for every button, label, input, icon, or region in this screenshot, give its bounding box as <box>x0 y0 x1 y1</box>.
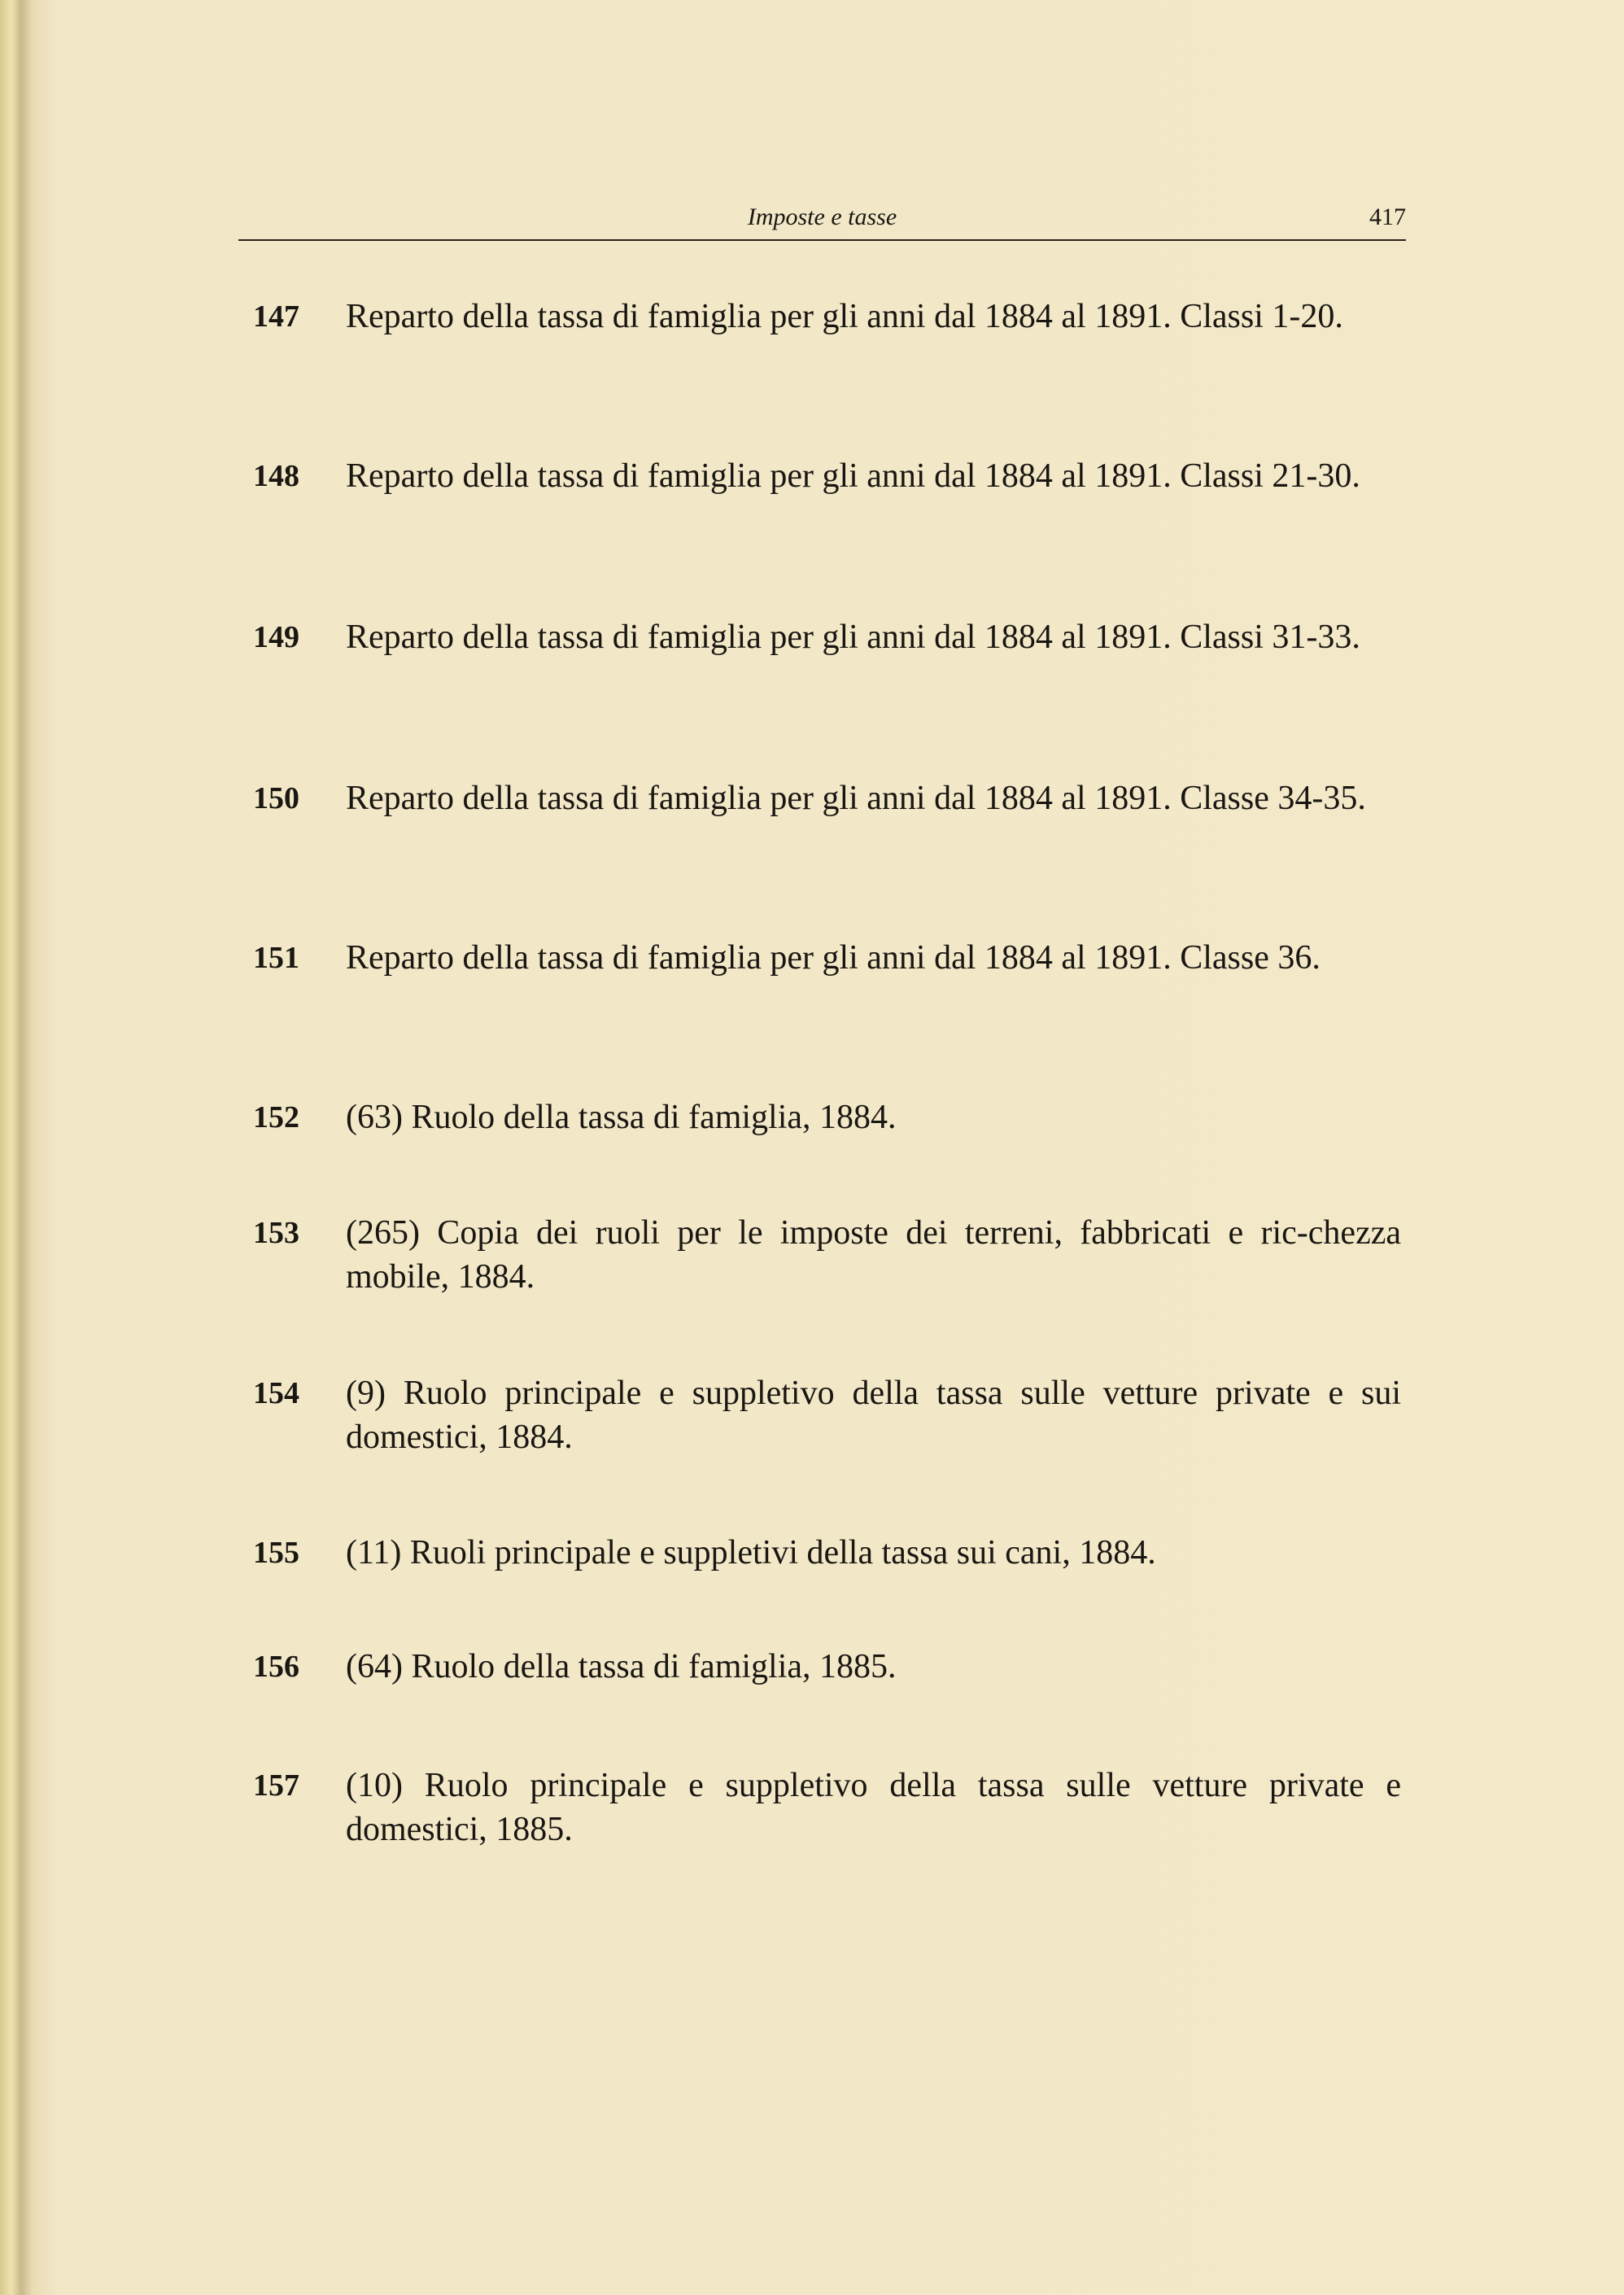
entry-number: 148 <box>253 459 299 493</box>
entry-text: (64) Ruolo della tassa di famiglia, 1885. <box>346 1648 897 1685</box>
list-item <box>253 1531 1401 1575</box>
entry-number: 157 <box>253 1768 299 1803</box>
running-title: Imposte e tasse <box>747 203 897 230</box>
entry-text: (9) Ruolo principale e suppletivo della tassa sulle vetture private e sui domestici, 1884. <box>346 1375 1401 1456</box>
list-item <box>253 295 1401 339</box>
entry-number: 150 <box>253 781 299 815</box>
page-number: 417 <box>1369 203 1406 230</box>
entry-text: Reparto della tassa di famiglia per gli anni dal 1884 al 1891. Classe 34-35. <box>346 780 1366 817</box>
entry-number: 153 <box>253 1216 299 1250</box>
list-item <box>253 615 1401 659</box>
list-item <box>253 1371 1401 1459</box>
entry-number: 149 <box>253 620 299 654</box>
list-item <box>253 1764 1401 1851</box>
list-item <box>253 1095 1401 1139</box>
entry-text: Reparto della tassa di famiglia per gli anni dal 1884 al 1891. Classi 1-20. <box>346 298 1343 335</box>
entry-number: 151 <box>253 941 299 975</box>
entry-text: (63) Ruolo della tassa di famiglia, 1884. <box>346 1099 897 1136</box>
entry-text: Reparto della tassa di famiglia per gli anni dal 1884 al 1891. Classi 31-33. <box>346 619 1360 656</box>
list-item <box>253 936 1401 980</box>
list-item <box>253 1211 1401 1299</box>
entry-text: Reparto della tassa di famiglia per gli anni dal 1884 al 1891. Classe 36. <box>346 939 1321 977</box>
list-item <box>253 1645 1401 1689</box>
entry-number: 156 <box>253 1650 299 1684</box>
list-item <box>253 454 1401 498</box>
page-header <box>238 199 1406 239</box>
entry-text: (10) Ruolo principale e suppletivo della tassa sulle vetture private e domestici, 1885. <box>346 1767 1401 1848</box>
entry-number: 152 <box>253 1100 299 1134</box>
list-item <box>253 776 1401 820</box>
entry-number: 154 <box>253 1376 299 1410</box>
entry-text: (265) Copia dei ruoli per le imposte dei terreni, fabbricati e ric-chezza mobile, 1884. <box>346 1214 1401 1296</box>
entry-number: 155 <box>253 1536 299 1570</box>
entry-number: 147 <box>253 299 299 334</box>
entry-text: (11) Ruoli principale e suppletivi della tassa sui cani, 1884. <box>346 1534 1156 1572</box>
entry-text: Reparto della tassa di famiglia per gli anni dal 1884 al 1891. Classi 21-30. <box>346 457 1360 495</box>
header-rule <box>238 239 1406 241</box>
